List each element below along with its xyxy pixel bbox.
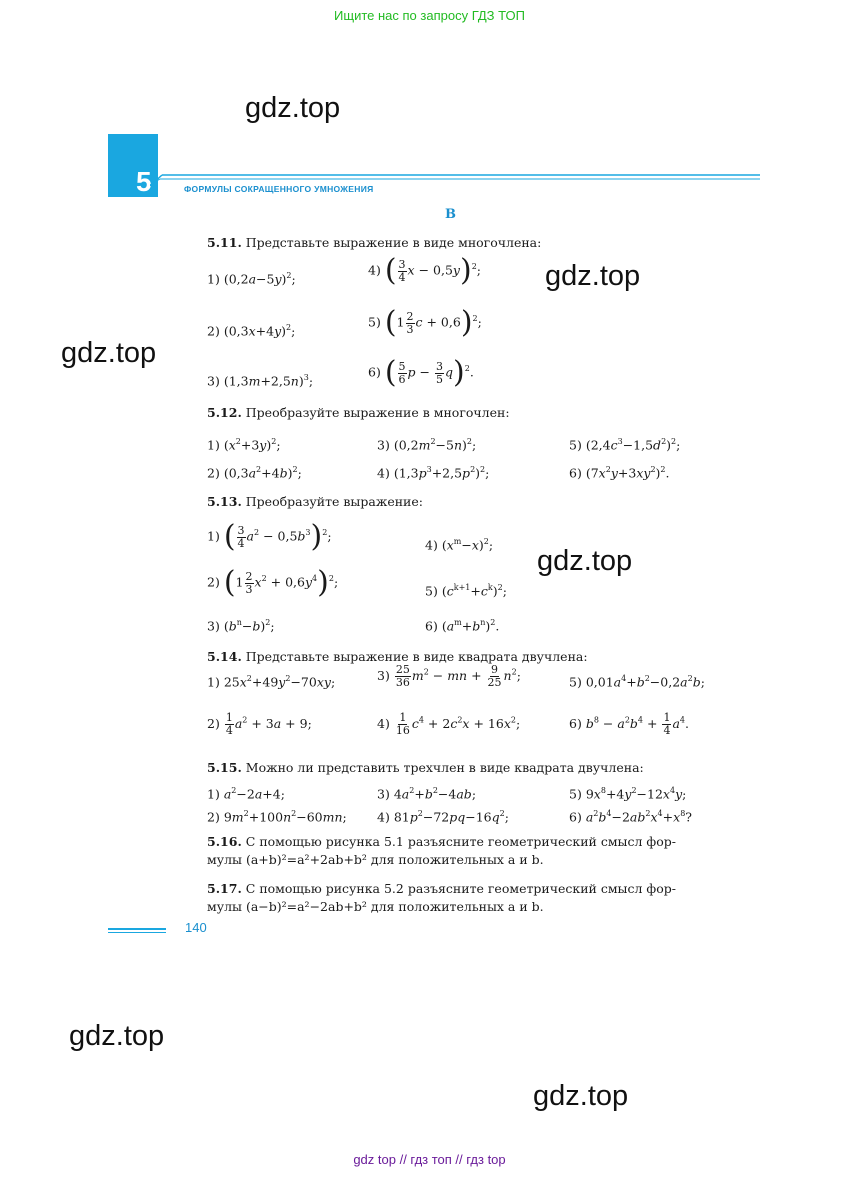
task-5-14-heading: 5.14. Представьте выражение в виде квадрата двучлена: [207,649,588,664]
section-letter: B [445,207,456,222]
task-5-13-3: 3) $(b^n-b)^2$; [207,618,275,634]
task-5-11-5: 5) (1 $\frac{2}{3}$ c + 0,6)$^2$; [368,305,482,340]
task-5-13-1: 1) ( $\frac{3}{4}$ $a^2 - 0,5b^3)^2$; [207,519,332,554]
footer-rule [108,932,166,933]
task-5-15-4: 4) $81p^2-72pq-16q^2$; [377,809,509,825]
task-5-14-4: 4) $\frac{1}{16}$ $c^4 + 2c^2x + 16x^2$; [377,711,521,737]
task-5-13-4: 4) $(x^m-x)^2$; [425,537,494,553]
task-5-14-5: 5) $0,01a^4+b^2-0,2a^2b$; [569,674,705,690]
watermark: gdz.top [533,1080,629,1112]
bottom-links[interactable]: gdz top // гдз топ // гдз top [353,1152,506,1167]
task-5-14-6: 6) $b^8 - a^2b^4$ + $\frac{1}{4}$ $a^4$. [569,711,689,737]
task-5-12-5: 5) $(2,4c^3-1,5d^2)^2$; [569,437,681,453]
task-5-14-2: 2) $\frac{1}{4}$ $a^2 + 3a + 9$; [207,711,312,737]
chapter-title: ФОРМУЛЫ СОКРАЩЕННОГО УМНОЖЕНИЯ [184,184,374,194]
task-5-13-heading: 5.13. Преобразуйте выражение: [207,494,423,509]
task-5-12-6: 6) $(7x^2y+3xy^2)^2$. [569,465,670,481]
task-5-11-6: 6) ( $\frac{5}{6}$ p − $\frac{3}{5}$ q)$^2$. [368,355,474,390]
task-5-15-2: 2) $9m^2+100n^2-60mn$; [207,809,347,825]
task-5-11-2: 2) $(0,3x+4y)^2$; [207,323,296,339]
task-5-16-line2: мулы (a+b)²=a²+2ab+b² для положительных a и b. [207,852,544,867]
footer-rule [108,928,166,930]
task-5-17-line1: 5.17. С помощью рисунка 5.2 разъясните геометрический смысл фор- [207,881,676,896]
task-5-15-6: 6) $a^2b^4-2ab^2x^4+x^8$? [569,809,692,825]
task-5-12-2: 2) $(0,3a^2+4b)^2$; [207,465,302,481]
watermark: gdz.top [69,1020,165,1052]
task-5-11-heading: 5.11. Представьте выражение в виде многочлена: [207,235,542,250]
task-5-15-1: 1) $a^2-2a+4$; [207,786,285,802]
task-5-15-heading: 5.15. Можно ли представить трехчлен в виде квадрата двучлена: [207,760,644,775]
task-5-14-1: 1) $25x^2+49y^2-70xy$; [207,674,336,690]
task-5-12-1: 1) $(x^2+3y)^2$; [207,437,281,453]
task-5-13-2: 2) (1 $\frac{2}{3}$ $x^2 + 0,6y^4)^2$; [207,565,339,600]
chapter-number: 5 [136,166,152,197]
task-5-12-4: 4) $(1,3p^3+2,5p^2)^2$; [377,465,490,481]
task-5-12-3: 3) $(0,2m^2-5n)^2$; [377,437,477,453]
watermark: gdz.top [61,337,157,369]
task-5-14-3: 3) $\frac{25}{36}$ $m^2$ − mn + $\frac{9}{25}$ $n^2$; [377,663,521,689]
page-number: 140 [185,920,207,935]
watermark: gdz.top [245,92,341,124]
search-hint-banner: Ищите нас по запросу ГДЗ ТОП [334,8,525,23]
task-5-15-3: 3) $4a^2+b^2-4ab$; [377,786,477,802]
task-5-15-5: 5) $9x^8+4y^2-12x^4y$; [569,786,687,802]
watermark: gdz.top [537,545,633,577]
task-5-17-line2: мулы (a−b)²=a²−2ab+b² для положительных a и b. [207,899,544,914]
task-5-13-6: 6) $(a^m+b^n)^2$. [425,618,500,634]
task-5-11-3: 3) $(1,3m+2,5n)^3$; [207,373,314,389]
task-5-13-5: 5) $(c^{k+1}+c^k)^2$; [425,583,507,599]
task-5-16-line1: 5.16. С помощью рисунка 5.1 разъясните геометрический смысл фор- [207,834,676,849]
task-5-11-4: 4) ( $\frac{3}{4}$ x − 0,5y)$^2$; [368,253,482,288]
task-5-12-heading: 5.12. Преобразуйте выражение в многочлен: [207,405,510,420]
watermark: gdz.top [545,260,641,292]
task-5-11-1: 1) $(0,2a-5y)^2$; [207,271,296,287]
